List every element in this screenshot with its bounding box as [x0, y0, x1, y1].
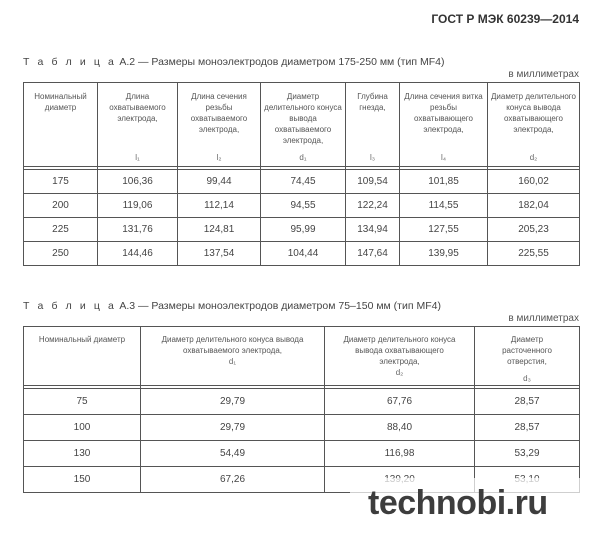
table-cell: 134,94: [346, 218, 400, 242]
table-cell: 250: [24, 242, 98, 266]
table-cell: 200: [24, 194, 98, 218]
table-cell: 99,44: [178, 170, 261, 194]
table-cell: 101,85: [400, 170, 488, 194]
table-a3-header-cell: Диаметр расточенного отверстия, d₃: [475, 327, 580, 386]
table-a2-title-text: А.2 — Размеры моноэлектродов диаметром 175-250 мм (тип MF4): [116, 56, 445, 68]
table-a2-header-cell: Глубина гнезда, l₃: [346, 83, 400, 167]
table-row: [24, 194, 580, 218]
table-cell: 95,99: [261, 218, 346, 242]
table-a2-title: [23, 56, 444, 68]
table-a3-header-cell: Диаметр делительного конуса вывода охватываемого электрода, d₁: [141, 327, 325, 386]
table-cell: 139,95: [400, 242, 488, 266]
table-row: [24, 242, 580, 266]
table-a2-header-cell: Длина сечения витка резьбы охватывающего электрода, l₄: [400, 83, 488, 167]
table-cell: 94,55: [261, 194, 346, 218]
table-a2: [23, 82, 580, 266]
table-row: [24, 218, 580, 242]
table-cell: 28,57: [475, 389, 580, 415]
table-cell: 150: [24, 467, 141, 493]
table-cell: 175: [24, 170, 98, 194]
table-cell: 119,06: [98, 194, 178, 218]
table-cell: 144,46: [98, 242, 178, 266]
table-a2-units: в миллиметрах: [508, 69, 579, 80]
table-cell: 225,55: [488, 242, 580, 266]
table-cell: 130: [24, 441, 141, 467]
table-a3-header-cell: Номинальный диаметр: [24, 327, 141, 386]
table-cell: 109,54: [346, 170, 400, 194]
table-cell: 122,24: [346, 194, 400, 218]
table-cell: 88,40: [325, 415, 475, 441]
table-cell: 124,81: [178, 218, 261, 242]
table-cell: 114,55: [400, 194, 488, 218]
table-row: [24, 389, 580, 415]
table-a3-title-text: А.3 — Размеры моноэлектродов диаметром 75–150 мм (тип MF4): [116, 300, 441, 312]
table-a3-header-cell: Диаметр делительного конуса вывода охватывающего электрода, d₂: [325, 327, 475, 386]
table-a2-title-prefix: Т а б л и ц а: [23, 56, 117, 68]
table-cell: 100: [24, 415, 141, 441]
table-row: [24, 415, 580, 441]
table-cell: 160,02: [488, 170, 580, 194]
table-cell: 29,79: [141, 389, 325, 415]
table-cell: 182,04: [488, 194, 580, 218]
table-a2-header-cell: Номинальный диаметр: [24, 83, 98, 167]
table-cell: 127,55: [400, 218, 488, 242]
table-cell: 112,14: [178, 194, 261, 218]
table-cell: 116,98: [325, 441, 475, 467]
table-a2-header-cell: Диаметр делительного конуса вывода охватываемого электрода, d₁: [261, 83, 346, 167]
table-cell: 29,79: [141, 415, 325, 441]
table-a2-header-cell: Длина охватываемого электрода, l₁: [98, 83, 178, 167]
table-cell: 225: [24, 218, 98, 242]
table-cell: 53,29: [475, 441, 580, 467]
table-cell: 74,45: [261, 170, 346, 194]
table-cell: 67,76: [325, 389, 475, 415]
table-cell: 104,44: [261, 242, 346, 266]
table-row: [24, 170, 580, 194]
table-cell: 67,26: [141, 467, 325, 493]
table-a3: [23, 326, 580, 493]
table-cell: 131,76: [98, 218, 178, 242]
table-a3-title: [23, 300, 441, 312]
table-cell: 28,57: [475, 415, 580, 441]
table-cell: 106,36: [98, 170, 178, 194]
table-a3-units: в миллиметрах: [508, 313, 579, 324]
table-a2-header-cell: Длина сечения резьбы охватываемого электрода, l₂: [178, 83, 261, 167]
table-cell: 205,23: [488, 218, 580, 242]
table-cell: 137,54: [178, 242, 261, 266]
table-a3-title-prefix: Т а б л и ц а: [23, 300, 117, 312]
table-cell: 147,64: [346, 242, 400, 266]
table-row: [24, 441, 580, 467]
document-standard-header: ГОСТ Р МЭК 60239—2014: [431, 12, 579, 26]
watermark-text: technobi.ru: [368, 484, 548, 522]
table-cell: 75: [24, 389, 141, 415]
table-cell: 54,49: [141, 441, 325, 467]
table-a2-header-cell: Диаметр делительного конуса вывода охватывающего электрода, d₂: [488, 83, 580, 167]
